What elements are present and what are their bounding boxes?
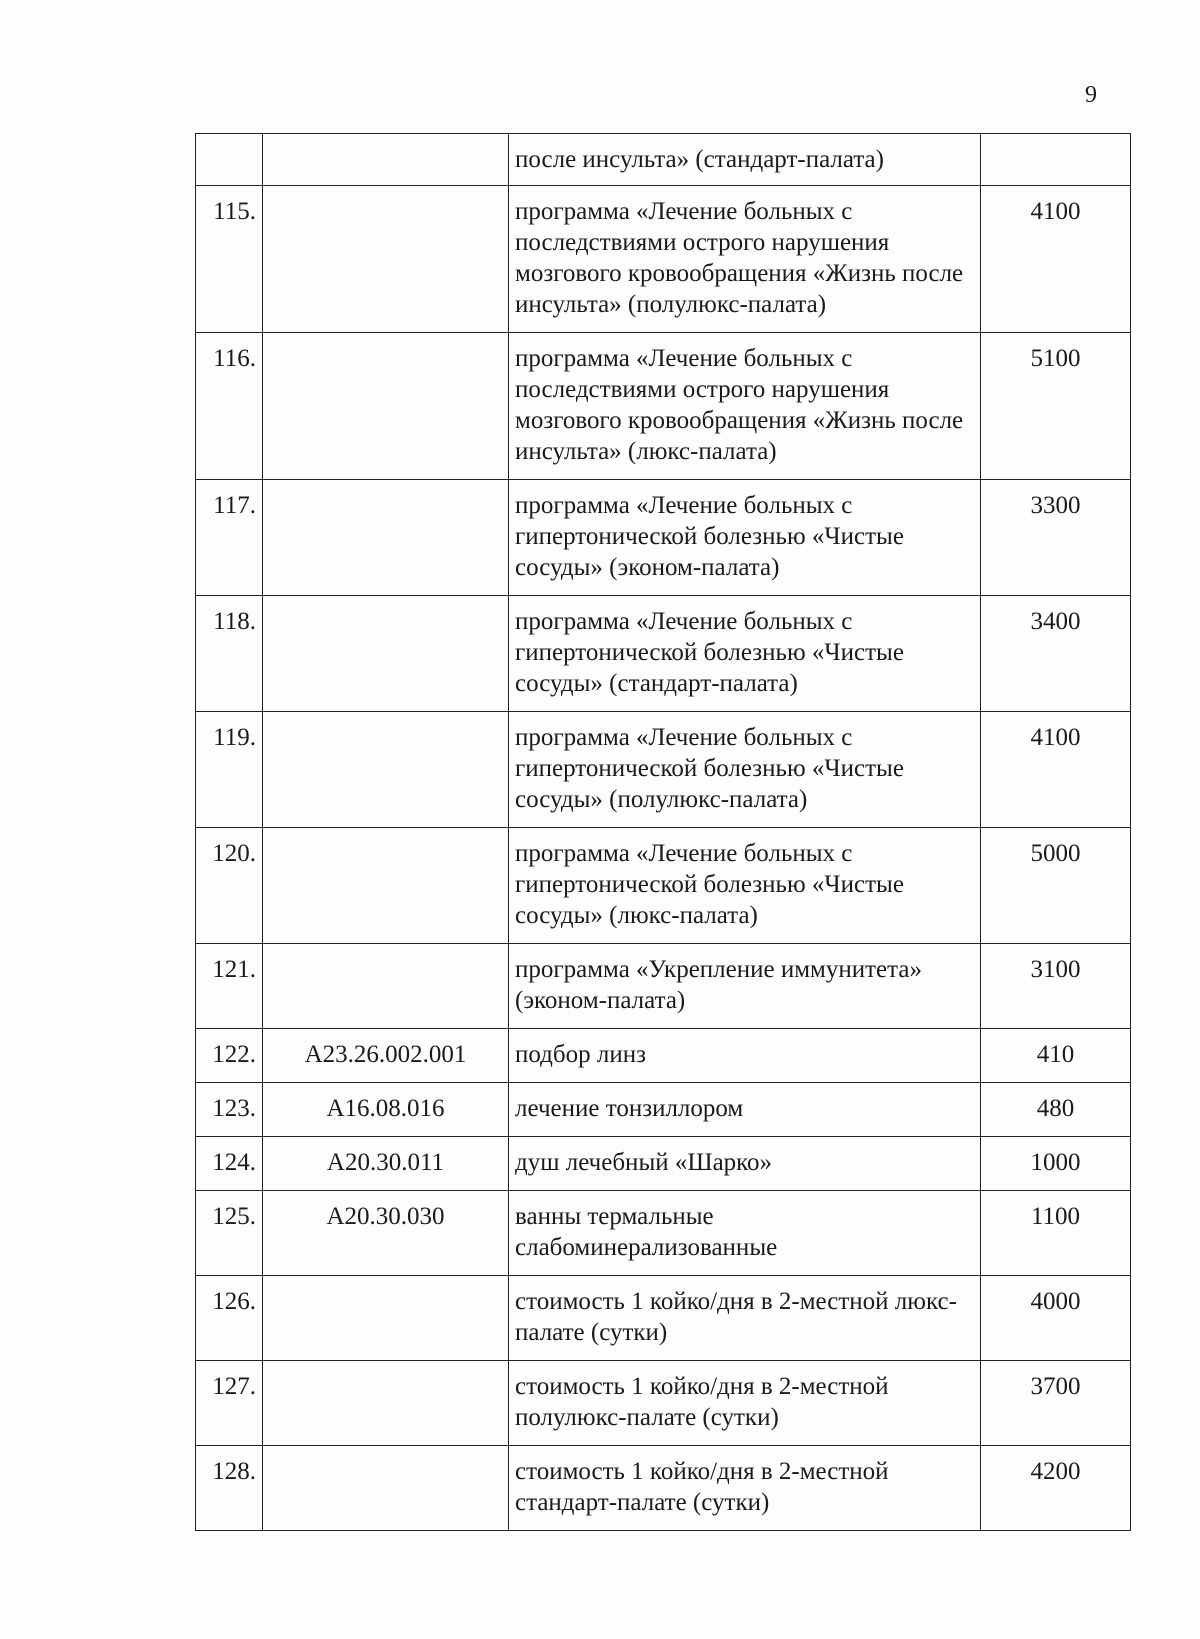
table-row [196, 1361, 1131, 1446]
service-price: 4200 [981, 1446, 1131, 1531]
table-row [196, 333, 1131, 480]
service-price: 3300 [981, 480, 1131, 596]
table-row [196, 1029, 1131, 1083]
service-name: душ лечебный «Шарко» [509, 1137, 981, 1191]
service-price: 3700 [981, 1361, 1131, 1446]
service-code [263, 944, 509, 1029]
service-price: 5100 [981, 333, 1131, 480]
service-code [263, 186, 509, 333]
table-row [196, 134, 1131, 186]
service-code [263, 828, 509, 944]
row-number: 116. [196, 333, 263, 480]
service-code [263, 596, 509, 712]
row-number: 118. [196, 596, 263, 712]
table-row [196, 1137, 1131, 1191]
service-name: стоимость 1 койко/дня в 2-местной люкс-палате (сутки) [509, 1276, 981, 1361]
service-code: А20.30.011 [263, 1137, 509, 1191]
row-number: 122. [196, 1029, 263, 1083]
table-row [196, 480, 1131, 596]
service-price: 410 [981, 1029, 1131, 1083]
service-price: 3100 [981, 944, 1131, 1029]
table-row [196, 596, 1131, 712]
service-price: 4100 [981, 712, 1131, 828]
service-code [263, 1361, 509, 1446]
row-number: 117. [196, 480, 263, 596]
service-price: 3400 [981, 596, 1131, 712]
service-code: А16.08.016 [263, 1083, 509, 1137]
row-number: 124. [196, 1137, 263, 1191]
table-row [196, 828, 1131, 944]
service-name: программа «Лечение больных с последствиями острого нарушения мозгового кровообращения «Жизнь после инсульта» (люкс-палата) [509, 333, 981, 480]
service-code [263, 480, 509, 596]
table-row [196, 712, 1131, 828]
service-name: программа «Лечение больных с последствиями острого нарушения мозгового кровообращения «Жизнь после инсульта» (полулюкс-палата) [509, 186, 981, 333]
service-name: ванны термальные слабоминерализованные [509, 1191, 981, 1276]
row-number: 127. [196, 1361, 263, 1446]
service-code: А20.30.030 [263, 1191, 509, 1276]
table-row [196, 1446, 1131, 1531]
table-row [196, 186, 1131, 333]
row-number: 121. [196, 944, 263, 1029]
service-code [263, 1446, 509, 1531]
service-name: программа «Лечение больных с гипертонической болезнью «Чистые сосуды» (полулюкс-палата) [509, 712, 981, 828]
row-number: 128. [196, 1446, 263, 1531]
service-name: лечение тонзиллором [509, 1083, 981, 1137]
service-name: стоимость 1 койко/дня в 2-местной полулюкс-палате (сутки) [509, 1361, 981, 1446]
row-number: 126. [196, 1276, 263, 1361]
price-table [195, 133, 1131, 1531]
row-number: 125. [196, 1191, 263, 1276]
service-price: 4000 [981, 1276, 1131, 1361]
service-code: А23.26.002.001 [263, 1029, 509, 1083]
service-code [263, 712, 509, 828]
row-number: 123. [196, 1083, 263, 1137]
service-price: 480 [981, 1083, 1131, 1137]
service-name: программа «Лечение больных с гипертонической болезнью «Чистые сосуды» (люкс-палата) [509, 828, 981, 944]
row-number: 115. [196, 186, 263, 333]
service-name: программа «Лечение больных с гипертонической болезнью «Чистые сосуды» (стандарт-палата) [509, 596, 981, 712]
service-price: 1100 [981, 1191, 1131, 1276]
table-row [196, 1083, 1131, 1137]
service-name: подбор линз [509, 1029, 981, 1083]
service-name: программа «Лечение больных с гипертонической болезнью «Чистые сосуды» (эконом-палата) [509, 480, 981, 596]
service-name: программа «Укрепление иммунитета» (эконом-палата) [509, 944, 981, 1029]
service-price [981, 134, 1131, 186]
service-code [263, 1276, 509, 1361]
service-code [263, 134, 509, 186]
row-number [196, 134, 263, 186]
page-number: 9 [1085, 82, 1097, 108]
table-row [196, 1191, 1131, 1276]
service-price: 1000 [981, 1137, 1131, 1191]
table-row [196, 944, 1131, 1029]
service-price: 4100 [981, 186, 1131, 333]
service-code [263, 333, 509, 480]
service-name: после инсульта» (стандарт-палата) [509, 134, 981, 186]
row-number: 120. [196, 828, 263, 944]
row-number: 119. [196, 712, 263, 828]
service-price: 5000 [981, 828, 1131, 944]
table-row [196, 1276, 1131, 1361]
service-name: стоимость 1 койко/дня в 2-местной стандарт-палате (сутки) [509, 1446, 981, 1531]
